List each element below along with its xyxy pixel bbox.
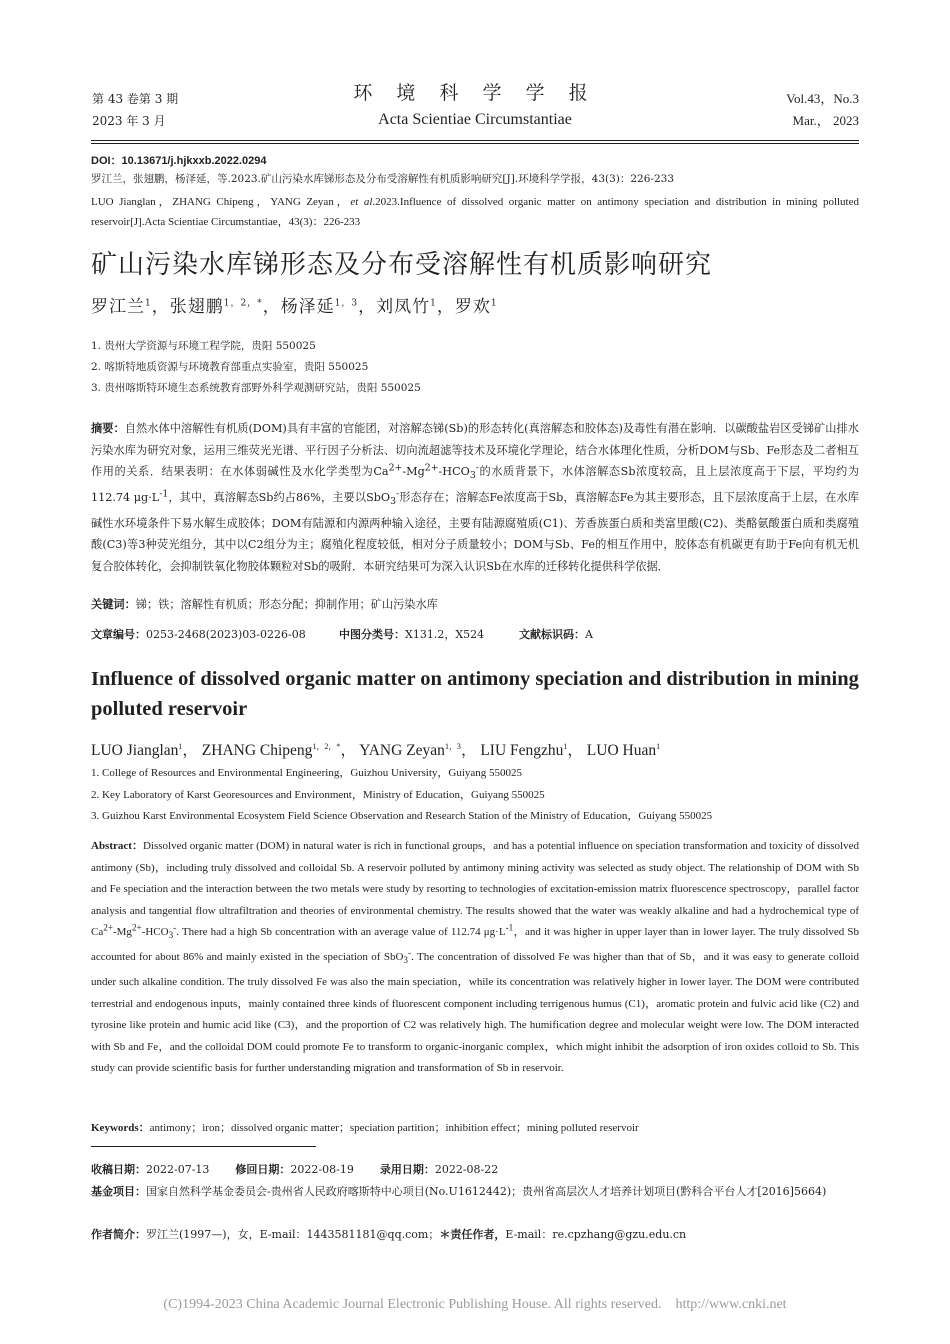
citation-cn: 罗江兰，张翅鹏，杨泽延，等.2023.矿山污染水库锑形态及分布受溶解性有机质影响研究[J].环境科学学报，43(3)：226-233 [91,173,674,185]
author-en: LUO Huan$^1$ [586,741,661,759]
affiliation-cn: 2. 喀斯特地质资源与环境教育部重点实验室，贵阳 550025 [91,361,369,373]
received-date: 收稿日期：2022-07-13 [91,1163,210,1176]
author-en: LIU Fengzhu$^1$， [480,741,583,759]
affiliation-en: 2. Key Laboratory of Karst Georesources and Environment，Ministry of Education，Guiyang 550025 [91,788,545,801]
clc-number: 中图分类号：X131.2，X524 [339,628,485,641]
journal-name-cn: 环 境 科 学 学 报 [353,82,597,104]
author-cn: 罗江兰$^1$， [91,297,170,317]
article-number: 文章编号：0253-2468(2023)03-0226-08 [91,628,306,641]
journal-name-en: Acta Scientiae Circumstantiae [378,111,572,128]
footnote-author: 作者简介：罗江兰(1997—)，女，E-mail：1443581181@qq.com；＊责任作者，E-mail：re.cpzhang@gzu.edu.cn [91,1228,687,1241]
date-en: Mar.， 2023 [792,113,859,128]
citation-en-part2: .2023.Influence of dissolved organic matter on antimony speciation and distribution in mining polluted reservoir[J].Acta Scientiae Circumstantiae，43(3)：226-233 [91,196,859,228]
header-rule-2 [91,143,859,144]
keywords-en-label: Keywords： [91,1122,150,1134]
author-cn: 刘凤竹$^1$， [376,297,455,317]
keywords-cn-text: 锑；铁；溶解性有机质；形态分配；抑制作用；矿山污染水库 [135,598,438,611]
affiliation-en: 1. College of Resources and Environmental Engineering，Guizhou University，Guiyang 550025 [91,767,523,779]
volume-issue-cn: 第 43 卷第 3 期 [92,92,179,106]
author-cn: 张翅鹏$^{1,2,*}$， [169,297,281,317]
abstract-cn: 摘要：自然水体中溶解性有机质(DOM)具有丰富的官能团，对溶解态锑(Sb)的形态转化(真溶解态和胶体态)及毒性有潜在影响．以碳酸盐岩区受锑矿山排水污染水库为研究对象，运用三维荧光光谱、平行因子分析法、切向流超滤等技术及环境化学理论，结合水体理化性质，分析DOM与Sb、Fe形态及二者相互作用的关系．结果表明：在水体弱碱性及水化学类型为$Ca^{2+}-Mg^{2+}-HCO_3^-$的水质背景下，水体溶解态Sb浓度较高，且上层浓度高于下层，平均约为112.74 $\mu g\cdot L^{-1}$，其中，真溶解态Sb约占86%，主要以SbO$_3$-形态存在；溶解态Fe浓度高于Sb，真溶解态Fe为其主要形态，且下层浓度高于上层，在水库碱性水环境条件下易水解生成胶体；DOM有陆源和内源两种输入途径，主要有陆源腐殖质(C1)、芳香族蛋白质和类富里酸(C2)、类酪氨酸蛋白质和类腐殖酸(C3)等3种荧光组分，其中以C2组分为主；腐殖化程度较低，相对分子质量较小；DOM与Sb、Fe的相互作用中，胶体态有机碳更有助于Fe向有机无机复合胶体转化，会抑制铁氧化物胶体颗粒对Sb的吸附．本研究结果可为深入认识Sb在水库的迁移转化提供科学依据． [91,422,860,574]
affiliation-en: 3. Guizhou Karst Environmental Ecosystem Field Science Observation and Research Station of the Ministry of Education，Guiyang 550025 [91,810,713,822]
author-en: ZHANG Chipeng$^{1,2,*}$， [201,741,356,759]
authors-cn [91,292,498,317]
authors-en [91,738,660,760]
footnote-funding: 基金项目：国家自然科学基金委员会-贵州省人民政府喀斯特中心项目(No.U1612442)；贵州省高层次人才培养计划项目(黔科合平台人才[2016]5664) [91,1185,827,1198]
title-cn: 矿山污染水库锑形态及分布受溶解性有机质影响研究 [91,250,713,280]
footnote-dates [91,1160,859,1180]
date-cn: 2023 年 3 月 [92,114,166,128]
accepted-date: 录用日期：2022-08-22 [379,1163,499,1176]
affiliation-cn: 3. 贵州喀斯特环境生态系统教育部野外科学观测研究站，贵阳 550025 [91,382,421,394]
abstract-en-label: Abstract： [91,840,143,852]
author-cn: 杨泽延$^{1,3}$， [280,297,377,317]
document-code: 文献标识码：A [519,628,593,641]
header-rule [91,140,859,141]
abstract-en: Abstract：Dissolved organic matter (DOM) in natural water is rich in functional groups，and has a potential influence on speciation transformation and toxicity of dissolved antimony (Sb)，including truly dissolved and colloidal Sb. A reservoir polluted by antimony mining activity was selected as study object. The relationship of DOM with Sb and Fe speciation and the interaction between the two metals were study by resorting to technologies of excitation-emission matrix fluorescence spectroscopy，parallel factor analysis and tangential flow ultrafiltration and theories of environmental chemistry. The results showed that the water was weakly alkaline and had a hydrochemical type of $Ca^{2+}-Mg^{2+}-HCO_3^-$. There had a high Sb concentration with an average value of 112.74 $\mu g\cdot L^{-1}$，and it was higher in upper layer than in lower layer. The truly dissolved Sb accounted for about 86% and mainly existed in the speciation of SbO$_3$-. The concentration of dissolved Fe was higher than that of Sb，and it was easy to generate colloid under such alkaline condition. The truly dissolved Fe was also the main speciation，while its concentration was relatively higher in lower layer. The DOM were contributed terrestrial and endogenous inputs，mainly contained three kinds of fluorescent component including terrigenous humus (C1)，aromatic protein and fulvic acid like (C2) and tyrosine like protein and humic acid like (C3)，and the proportion of C2 was relatively high. The humification degree and molecular weight were low. The DOM interacted with Sb and Fe，and the colloidal DOM could promote Fe to transform to organic-inorganic complex，which might inhibit the adsorption of iron oxides colloid to Sb. This study can provide scientific basis for further understanding migration and transformation of Sb in reservoir. [91,840,860,1075]
author-cn: 罗欢$^1$ [454,297,498,317]
keywords-cn [91,596,438,612]
keywords-cn-label: 关键词： [91,598,136,611]
affiliations-cn [91,336,421,399]
abstract-cn-label: 摘要： [91,422,125,435]
article-meta [91,626,859,642]
footnote-rule [91,1146,316,1147]
author-en: LUO Jianglan$^1$， [91,741,198,759]
revised-date: 修回日期：2022-08-19 [235,1163,354,1176]
citation-en-part1: LUO Jianglan，ZHANG Chipeng，YANG Zeyan， [91,196,351,208]
issue-info-en [786,88,859,132]
author-en: YANG Zeyan$^{1,3}$， [359,741,477,759]
affiliations-en [91,763,712,828]
volume-issue-en: Vol.43，No.3 [786,91,859,106]
keywords-en-text: antimony；iron；dissolved organic matter；speciation partition；inhibition effect；mining polluted reservoir [149,1122,639,1134]
affiliation-cn: 1. 贵州大学资源与环境工程学院，贵阳 550025 [91,340,316,352]
citation-en-etal: et al [350,196,373,208]
title-en: Influence of dissolved organic matter on antimony speciation and distribution in mining polluted reservoir [91,668,859,720]
keywords-en [91,1119,639,1135]
copyright-watermark: (C)1994-2023 China Academic Journal Electronic Publishing House. All rights reserved. http://www.cnki.net [163,1297,787,1312]
citation-en [91,192,859,232]
doi[interactable]: DOI：10.13671/j.hjkxxb.2022.0294 [91,155,267,167]
